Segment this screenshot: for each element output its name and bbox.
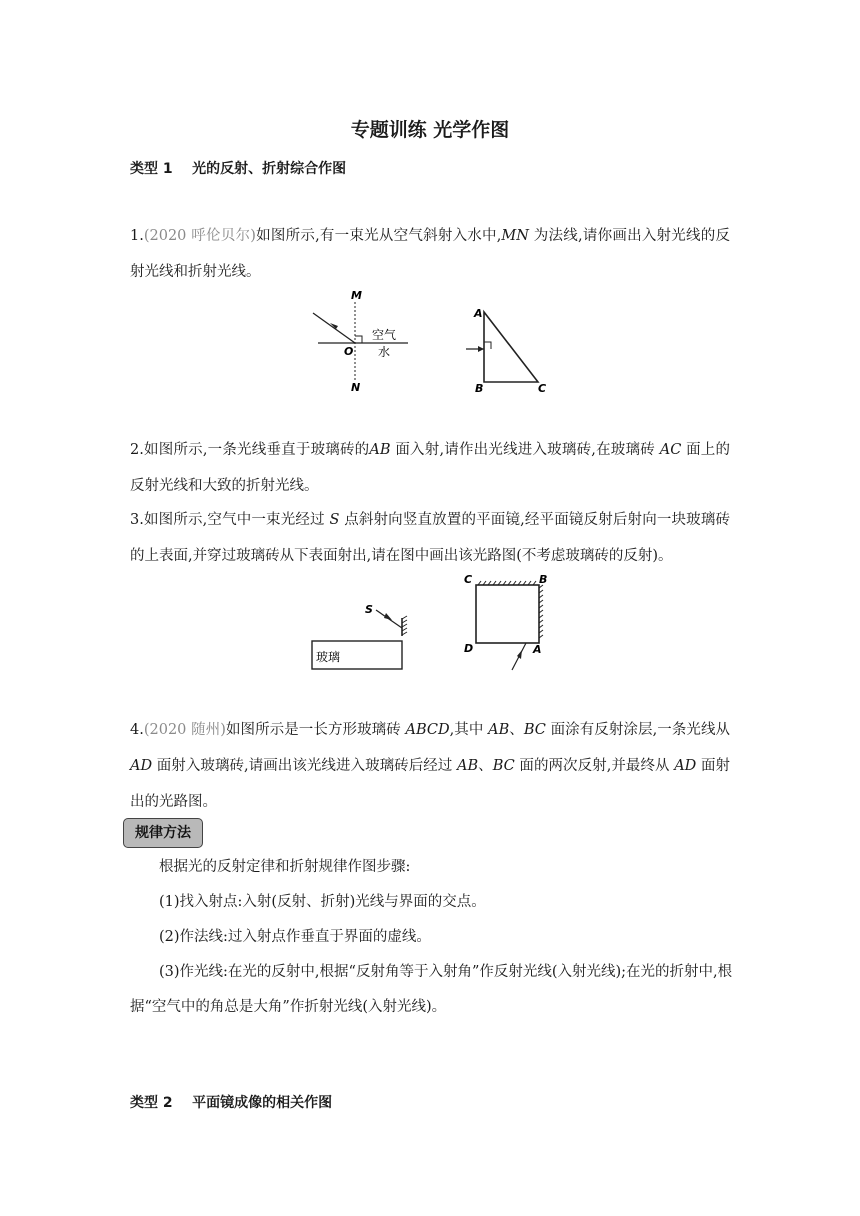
- method-step-3: (3)作光线:在光的反射中,根据“反射角等于入射角”作反射光线(入射光线);在光的折射中,根据“空气中的角总是大角”作折射光线(入射光线)。: [130, 964, 733, 1015]
- question-4-source: (2020 随州): [143, 722, 226, 738]
- page-title: 专题训练 光学作图: [350, 119, 510, 141]
- label-c: C: [464, 573, 473, 586]
- right-angle-mark-icon: [484, 342, 491, 349]
- label-n: N: [351, 381, 361, 394]
- label-s: S: [365, 603, 373, 616]
- question-1-source: (2020 呼伦贝尔): [143, 228, 256, 244]
- right-angle-mark-icon: [355, 336, 362, 343]
- label-a: A: [533, 643, 542, 656]
- method-intro: 根据光的反射定律和折射规律作图步骤:: [159, 859, 411, 875]
- figure-rectangle-block: [460, 570, 560, 685]
- figure-air-water: [310, 285, 420, 395]
- label-b: B: [539, 573, 548, 586]
- figure-mirror-glass: [308, 598, 408, 674]
- incident-ray: [313, 313, 355, 343]
- method-step-2: (2)作法线:过入射点作垂直于界面的虚线。: [159, 929, 431, 945]
- question-1: 1.(2020 呼伦贝尔)如图所示,有一束光从空气斜射入水中,MN 为法线,请你画出入射光线的反射光线和折射光线。: [130, 228, 731, 280]
- figure-triangle-prism: [462, 302, 557, 397]
- method-badge: 规律方法: [123, 818, 203, 848]
- label-d: D: [464, 642, 474, 655]
- label-m: M: [351, 289, 362, 302]
- glass-block-abcd: [476, 585, 539, 643]
- prism-triangle: [484, 312, 538, 382]
- question-4: 4.(2020 随州)如图所示是一长方形玻璃砖 ABCD,其中 AB、BC 面涂有反射涂层,一条光线从 AD 面射入玻璃砖,请画出该光线进入玻璃砖后经过 AB、BC 面的两次反射,并最终从 AD 面射出的光路图。: [130, 722, 731, 810]
- label-o: O: [344, 345, 354, 358]
- ray-arrow-icon: [384, 613, 392, 620]
- section-heading-type2: 类型 2 平面镜成像的相关作图: [130, 1095, 333, 1111]
- method-steps: [130, 850, 740, 1025]
- label-glass: 玻璃: [316, 650, 341, 664]
- method-step-1: (1)找入射点:入射(反射、折射)光线与界面的交点。: [159, 894, 486, 910]
- question-2: 2.如图所示,一条光线垂直于玻璃砖的AB 面入射,请作出光线进入玻璃砖,在玻璃砖 AC 面上的反射光线和大致的折射光线。: [130, 442, 731, 494]
- label-a: A: [474, 307, 483, 320]
- label-air: 空气: [372, 328, 397, 342]
- label-c: C: [538, 382, 547, 395]
- label-water: 水: [378, 345, 391, 359]
- question-1-number: 1.: [130, 228, 144, 244]
- label-b: B: [475, 382, 484, 395]
- question-3: 3.如图所示,空气中一束光经过 S 点斜射向竖直放置的平面镜,经平面镜反射后射向一块玻璃砖的上表面,并穿过玻璃砖从下表面射出,请在图中画出该光路图(不考虑玻璃砖的反射)。: [130, 512, 730, 564]
- ray-arrow-icon: [478, 346, 484, 352]
- section-heading-type1: 类型 1 光的反射、折射综合作图: [130, 161, 347, 177]
